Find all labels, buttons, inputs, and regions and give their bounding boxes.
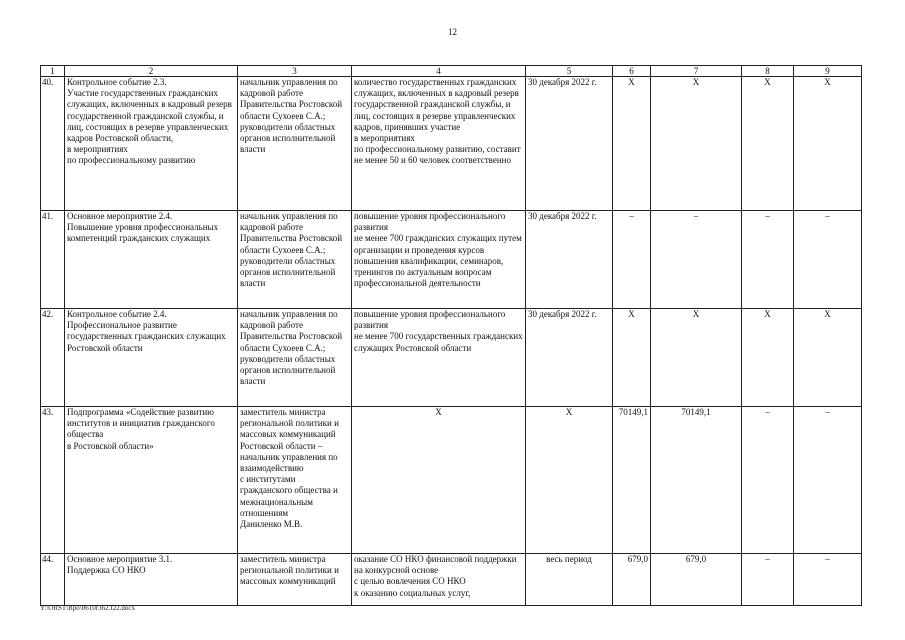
expected-result: повышение уровня профессионального развития не менее 700 государственных гражданских служащих Ростовской области — [352, 309, 526, 407]
cell-col8: X — [742, 77, 794, 211]
cell-col6: – — [613, 211, 651, 309]
column-header: 7 — [651, 66, 742, 77]
row-number: 40. — [41, 77, 65, 211]
expected-result: оказание СО НКО финансовой поддержки на конкурсной основе с целью вовлечения СО НКО к оказанию социальных услуг, — [352, 554, 526, 606]
column-header: 1 — [41, 66, 65, 77]
cell-col9: – — [794, 211, 862, 309]
cell-col7: 70149,1 — [651, 407, 742, 554]
column-header: 6 — [613, 66, 651, 77]
page-number: 12 — [448, 27, 457, 37]
deadline: весь период — [526, 554, 613, 606]
event-name: Подпрограмма «Содействие развитию институтов и инициатив гражданского общества в Ростовской области» — [65, 407, 238, 554]
event-name: Контрольное событие 2.3. Участие государственных гражданских служащих, включенных в кадровый резерв государственной гражданской службы, и лиц, состоящих в резерве управленческих кадров Ростовской области, в мероприятиях по профессиональному развитию — [65, 77, 238, 211]
cell-col6: X — [613, 309, 651, 407]
row-number: 42. — [41, 309, 65, 407]
table-row — [41, 407, 862, 554]
program-plan-table — [40, 65, 862, 606]
cell-col6: 679,0 — [613, 554, 651, 606]
row-number: 44. — [41, 554, 65, 606]
expected-result: повышение уровня профессионального развития не менее 700 гражданских служащих путем организации и проведения курсов повышения квалификации, семинаров, тренингов по актуальным вопросам профессиональной деятельности — [352, 211, 526, 309]
column-header: 4 — [352, 66, 526, 77]
table-row — [41, 211, 862, 309]
cell-col8: – — [742, 407, 794, 554]
cell-col9: X — [794, 77, 862, 211]
event-name: Основное мероприятие 3.1. Поддержка СО НКО — [65, 554, 238, 606]
cell-col8: – — [742, 211, 794, 309]
deadline: 30 декабря 2022 г. — [526, 211, 613, 309]
deadline: 30 декабря 2022 г. — [526, 77, 613, 211]
event-name: Основное мероприятие 2.4. Повышение уровня профессиональных компетенций гражданских служащих — [65, 211, 238, 309]
expected-result: X — [352, 407, 526, 554]
deadline: 30 декабря 2022 г. — [526, 309, 613, 407]
column-header: 8 — [742, 66, 794, 77]
table-row — [41, 77, 862, 211]
cell-col9: – — [794, 554, 862, 606]
table-row — [41, 309, 862, 407]
column-header: 2 — [65, 66, 238, 77]
cell-col9: – — [794, 407, 862, 554]
header-row — [41, 66, 862, 77]
cell-col7: X — [651, 309, 742, 407]
deadline: X — [526, 407, 613, 554]
cell-col7: – — [651, 211, 742, 309]
responsible-executor: заместитель министра региональной политики и массовых коммуникаций — [238, 554, 352, 606]
column-header: 3 — [238, 66, 352, 77]
cell-col8: X — [742, 309, 794, 407]
cell-col9: X — [794, 309, 862, 407]
responsible-executor: начальник управления по кадровой работе Правительства Ростовской области Сухоеев С.А.; руководители областных органов исполнительной власти — [238, 309, 352, 407]
column-header: 5 — [526, 66, 613, 77]
cell-col6: X — [613, 77, 651, 211]
row-number: 41. — [41, 211, 65, 309]
responsible-executor: начальник управления по кадровой работе Правительства Ростовской области Сухоеев С.А.; руководители областных органов исполнительной власти — [238, 211, 352, 309]
file-path-footer: Y:\ORST\Rpo\0610r362.f22.docx — [40, 604, 136, 612]
column-header: 9 — [794, 66, 862, 77]
expected-result: количество государственных гражданских служащих, включенных в кадровый резерв государственной гражданской службы, и лиц, состоящих в резерве управленческих кадров, принявших участие в мероприятиях по профессиональному развитию, составит не менее 50 и 60 человек соответственно — [352, 77, 526, 211]
row-number: 43. — [41, 407, 65, 554]
responsible-executor: начальник управления по кадровой работе Правительства Ростовской области Сухоеев С.А.; руководители областных органов исполнительной власти — [238, 77, 352, 211]
cell-col7: 679,0 — [651, 554, 742, 606]
responsible-executor: заместитель министра региональной политики и массовых коммуникаций Ростовской области – начальник управления по взаимодействию с институтами гражданского общества и межнациональным отношениям Даниленко М.В. — [238, 407, 352, 554]
cell-col7: X — [651, 77, 742, 211]
cell-col6: 70149,1 — [613, 407, 651, 554]
event-name: Контрольное событие 2.4. Профессиональное развитие государственных гражданских служащих Ростовской области — [65, 309, 238, 407]
cell-col8: – — [742, 554, 794, 606]
table-row — [41, 554, 862, 606]
